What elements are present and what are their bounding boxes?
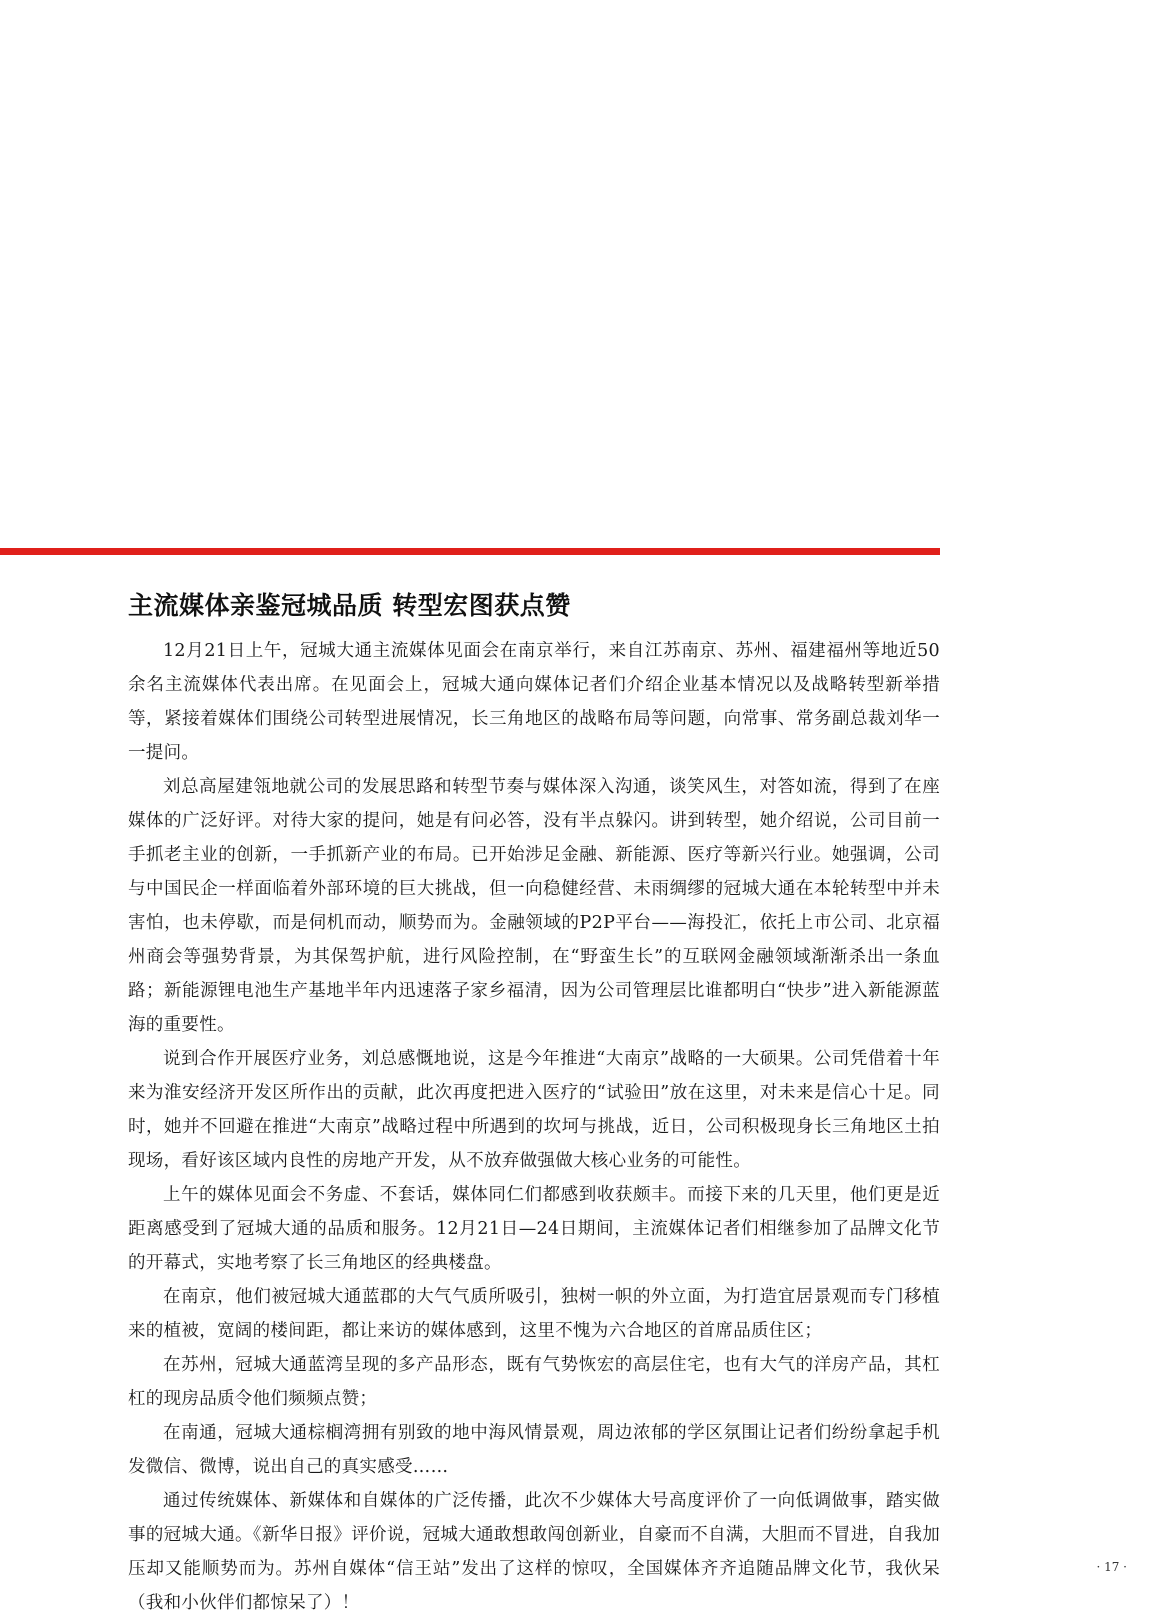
article-paragraph: 在南通，冠城大通棕榈湾拥有别致的地中海风情景观，周边浓郁的学区氛围让记者们纷纷拿起手机发微信、微博，说出自己的真实感受…… bbox=[128, 1423, 940, 1477]
article-paragraph: 12月21日上午，冠城大通主流媒体见面会在南京举行，来自江苏南京、苏州、福建福州等地近50余名主流媒体代表出席。在见面会上，冠城大通向媒体记者们介绍企业基本情况以及战略转型新举措等，紧接着媒体们围绕公司转型进展情况，长三角地区的战略布局等问题，向常事、常务副总裁刘华一一提问。 bbox=[128, 641, 940, 763]
article-title: 主流媒体亲鉴冠城品质 转型宏图获点赞 bbox=[128, 591, 571, 620]
article-paragraph: 上午的媒体见面会不务虚、不套话，媒体同仁们都感到收获颇丰。而接下来的几天里，他们更是近距离感受到了冠城大通的品质和服务。12月21日—24日期间，主流媒体记者们相继参加了品牌文化节的开幕式，实地考察了长三角地区的经典楼盘。 bbox=[128, 1185, 940, 1273]
red-divider-rule bbox=[0, 548, 940, 555]
article-paragraph: 刘总高屋建瓴地就公司的发展思路和转型节奏与媒体深入沟通，谈笑风生，对答如流，得到了在座媒体的广泛好评。对待大家的提问，她是有问必答，没有半点躲闪。讲到转型，她介绍说，公司目前一手抓老主业的创新，一手抓新产业的布局。已开始涉足金融、新能源、医疗等新兴行业。她强调，公司与中国民企一样面临着外部环境的巨大挑战，但一向稳健经营、未雨绸缪的冠城大通在本轮转型中并未害怕，也未停歇，而是伺机而动，顺势而为。金融领域的P2P平台——海投汇，依托上市公司、北京福州商会等强势背景，为其保驾护航，进行风险控制，在“野蛮生长”的互联网金融领域渐渐杀出一条血路；新能源锂电池生产基地半年内迅速落子家乡福清，因为公司管理层比谁都明白“快步”进入新能源蓝海的重要性。 bbox=[128, 777, 940, 1035]
article-paragraph: 在南京，他们被冠城大通蓝郡的大气气质所吸引，独树一帜的外立面，为打造宜居景观而专门移植来的植被，宽阔的楼间距，都让来访的媒体感到，这里不愧为六合地区的首席品质住区； bbox=[128, 1287, 940, 1341]
article bbox=[128, 588, 940, 1620]
article-paragraph: 通过传统媒体、新媒体和自媒体的广泛传播，此次不少媒体大号高度评价了一向低调做事，踏实做事的冠城大通。《新华日报》评价说，冠城大通敢想敢闯创新业，自豪而不自满，大胆而不冒进，自我加压却又能顺势而为。苏州自媒体“信王站”发出了这样的惊叹，全国媒体齐齐追随品牌文化节，我伙呆（我和小伙伴们都惊呆了）！ bbox=[128, 1491, 940, 1613]
article-paragraph: 在苏州，冠城大通蓝湾呈现的多产品形态，既有气势恢宏的高层住宅，也有大气的洋房产品，其杠杠的现房品质令他们频频点赞； bbox=[128, 1355, 940, 1409]
article-paragraph: 说到合作开展医疗业务，刘总感慨地说，这是今年推进“大南京”战略的一大硕果。公司凭借着十年来为淮安经济开发区所作出的贡献，此次再度把进入医疗的“试验田”放在这里，对未来是信心十足。同时，她并不回避在推进“大南京”战略过程中所遇到的坎坷与挑战，近日，公司积极现身长三角地区土拍现场，看好该区域内良性的房地产开发，从不放弃做强做大核心业务的可能性。 bbox=[128, 1049, 940, 1171]
page-number: · 17 · bbox=[1096, 1560, 1127, 1574]
